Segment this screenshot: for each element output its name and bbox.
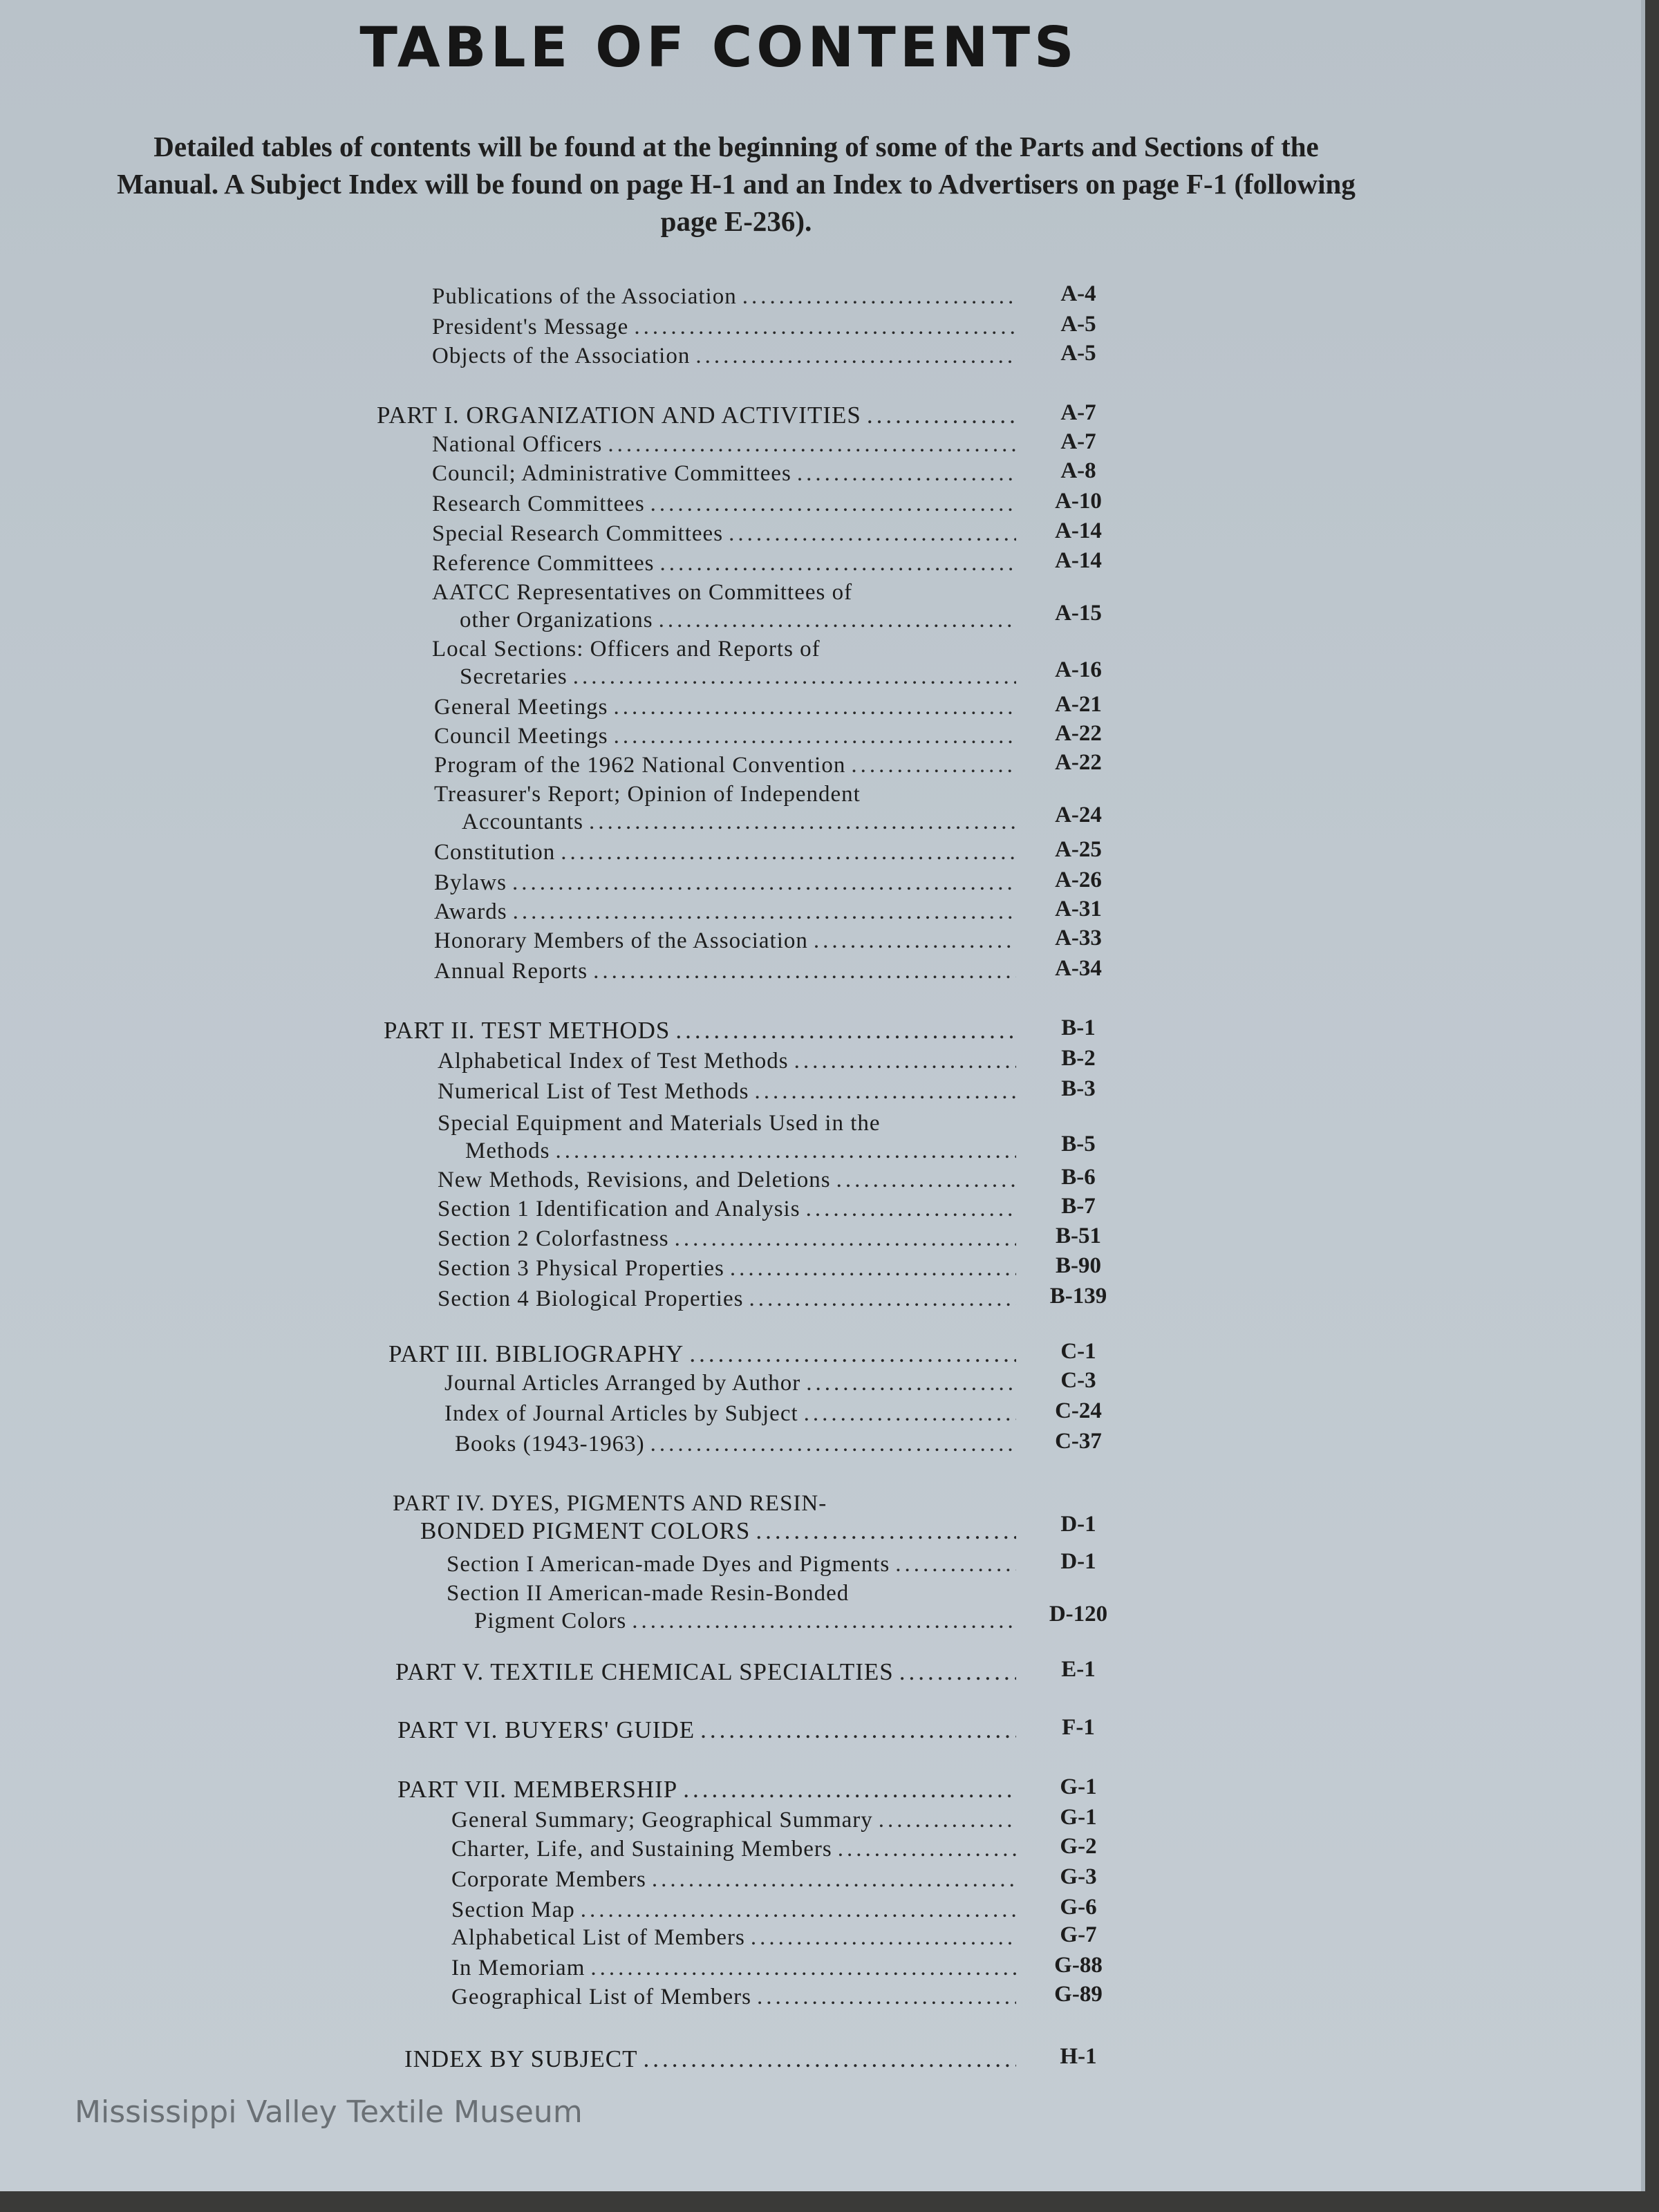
- toc-entry: [432, 282, 1016, 311]
- toc-entry: [447, 1550, 1016, 1579]
- toc-entry-label: Constitution: [434, 840, 556, 865]
- toc-page-number: C-3: [1060, 1368, 1096, 1393]
- toc-entry: [474, 1606, 1016, 1635]
- toc-page-number: G-1: [1060, 1774, 1097, 1799]
- toc-entry: [451, 1923, 1016, 1952]
- toc-entry: [432, 519, 1016, 548]
- toc-entry-label: PART I. ORGANIZATION AND ACTIVITIES: [377, 402, 861, 429]
- dot-leader: [695, 341, 1016, 371]
- dot-leader: [589, 807, 1016, 836]
- toc-entry: [434, 957, 1016, 986]
- toc-entry-label: National Officers: [432, 432, 603, 457]
- toc-page-number: A-31: [1055, 897, 1102, 921]
- dot-leader: [749, 1284, 1016, 1313]
- dot-leader: [650, 489, 1016, 518]
- toc-page-number: C-37: [1055, 1429, 1102, 1454]
- toc-page-number: E-1: [1061, 1657, 1096, 1682]
- toc-entry: [434, 751, 1016, 780]
- toc-entry-label: PART II. TEST METHODS: [384, 1017, 671, 1044]
- toc-entry-label: President's Message: [432, 315, 629, 339]
- dot-leader: [751, 1923, 1016, 1952]
- toc-entry-label: Section 1 Identification and Analysis: [438, 1197, 800, 1221]
- toc-entry-label: Section 4 Biological Properties: [438, 1286, 744, 1311]
- toc-entry: [451, 1953, 1016, 1983]
- toc-entry: [462, 807, 1016, 836]
- toc-entry-label: Bylaws: [434, 870, 507, 895]
- toc-entry-continuation: Accountants: [462, 809, 583, 834]
- toc-entry-label: General Summary; Geographical Summary: [451, 1808, 873, 1833]
- museum-watermark: Mississippi Valley Textile Museum: [75, 2094, 583, 2130]
- toc-entry-label: PART VI. BUYERS' GUIDE: [397, 1716, 695, 1743]
- dot-leader: [867, 401, 1016, 430]
- toc-page-number: B-3: [1061, 1076, 1096, 1101]
- toc-entry-label: Section Map: [451, 1897, 575, 1922]
- toc-entry: [384, 1016, 1016, 1045]
- dot-leader: [794, 1047, 1016, 1076]
- toc-page-number: B-51: [1056, 1224, 1101, 1248]
- toc-page-number: B-1: [1061, 1015, 1096, 1040]
- toc-entry: [465, 1136, 1016, 1165]
- dot-leader: [756, 1517, 1016, 1546]
- toc-page-number: A-14: [1055, 548, 1102, 573]
- dot-leader: [675, 1224, 1016, 1253]
- dot-leader: [851, 751, 1016, 780]
- dot-leader: [644, 2045, 1017, 2074]
- toc-entry: [377, 401, 1016, 430]
- toc-entry: [434, 897, 1016, 926]
- dot-leader: [590, 1953, 1016, 1983]
- toc-entry-continuation: Secretaries: [460, 664, 568, 689]
- toc-entry-label: Section 3 Physical Properties: [438, 1256, 724, 1281]
- toc-page-number: B-6: [1061, 1165, 1096, 1190]
- dot-leader: [730, 1254, 1016, 1283]
- toc-page-number: C-1: [1060, 1339, 1096, 1364]
- dot-leader: [614, 693, 1017, 722]
- dot-leader: [797, 459, 1016, 488]
- toc-page-number: A-22: [1055, 750, 1102, 775]
- toc-entry: [434, 926, 1016, 955]
- toc-entry-label: Program of the 1962 National Convention: [434, 753, 846, 778]
- dot-leader: [573, 662, 1016, 691]
- dot-leader: [634, 312, 1016, 341]
- toc-entry: [438, 1047, 1016, 1076]
- toc-page-number: G-88: [1054, 1953, 1103, 1978]
- toc-entry-label: INDEX BY SUBJECT: [404, 2045, 638, 2072]
- toc-entry: [434, 693, 1016, 722]
- dot-leader: [556, 1136, 1017, 1165]
- toc-entry-label: Charter, Life, and Sustaining Members: [451, 1837, 832, 1862]
- toc-entry: [395, 1658, 1016, 1687]
- toc-entry-continuation: other Organizations: [460, 608, 653, 632]
- dot-leader: [729, 519, 1016, 548]
- dot-leader: [659, 606, 1016, 635]
- toc-entry-label: Special Equipment and Materials Used in the: [438, 1111, 881, 1136]
- toc-entry-label: Books (1943-1963): [455, 1432, 645, 1456]
- toc-entry: [460, 606, 1016, 635]
- dot-leader: [689, 1340, 1016, 1369]
- dot-leader: [700, 1716, 1016, 1745]
- toc-page-number: A-5: [1060, 341, 1096, 366]
- toc-entry: [432, 312, 1016, 341]
- toc-entry-label: Section I American-made Dyes and Pigments: [447, 1552, 890, 1577]
- toc-entry-continuation: Methods: [465, 1138, 550, 1163]
- toc-entry-label: New Methods, Revisions, and Deletions: [438, 1168, 831, 1192]
- toc-entry: [432, 459, 1016, 488]
- toc-entry: [438, 1165, 1016, 1194]
- toc-page-number: A-4: [1060, 281, 1096, 306]
- dot-leader: [561, 838, 1016, 867]
- toc-page-number: A-21: [1055, 692, 1102, 717]
- toc-page-number: G-3: [1060, 1864, 1097, 1889]
- toc-page-number: A-5: [1060, 312, 1096, 337]
- toc-entry-label: General Meetings: [434, 695, 608, 720]
- toc-entry: [397, 1716, 1016, 1745]
- toc-entry: [434, 838, 1016, 867]
- toc-entry: [438, 1194, 1016, 1224]
- toc-page-number: A-26: [1055, 868, 1102, 892]
- toc-entry-label: PART V. TEXTILE CHEMICAL SPECIALTIES: [395, 1658, 894, 1685]
- dot-leader: [899, 1658, 1016, 1687]
- toc-entry: [451, 1806, 1016, 1835]
- toc-page-number: F-1: [1062, 1715, 1095, 1740]
- toc-entry: [434, 722, 1016, 751]
- dot-leader: [757, 1983, 1016, 2012]
- toc-entry-label: Annual Reports: [434, 959, 588, 984]
- toc-entry-label: AATCC Representatives on Committees of: [432, 580, 853, 605]
- toc-entry-continuation: BONDED PIGMENT COLORS: [420, 1517, 751, 1544]
- toc-page-number: A-8: [1060, 458, 1096, 483]
- dot-leader: [652, 1865, 1016, 1894]
- toc-entry-label: In Memoriam: [451, 1956, 585, 1980]
- dot-leader: [755, 1077, 1016, 1106]
- toc-entry-label: Corporate Members: [451, 1867, 646, 1892]
- toc-entry: [444, 1399, 1016, 1428]
- toc-entry: [420, 1517, 1016, 1546]
- toc-page-number: A-15: [1055, 601, 1102, 626]
- toc-page-number: B-7: [1061, 1194, 1096, 1219]
- toc-page-number: A-33: [1055, 926, 1102, 950]
- dot-leader: [632, 1606, 1016, 1635]
- dot-leader: [683, 1775, 1016, 1804]
- toc-page-number: H-1: [1060, 2044, 1097, 2069]
- toc-entry: [438, 1254, 1016, 1283]
- toc-page-number: D-120: [1049, 1602, 1108, 1627]
- toc-entry-label: Objects of the Association: [432, 344, 691, 368]
- toc-entry-label: Treasurer's Report; Opinion of Independent: [434, 782, 861, 807]
- dot-leader: [836, 1165, 1016, 1194]
- toc-entry: [434, 868, 1016, 897]
- toc-page-number: G-89: [1054, 1982, 1103, 2007]
- dot-leader: [804, 1399, 1016, 1428]
- page-title: TABLE OF CONTENTS: [359, 15, 1078, 79]
- toc-entry-label: PART IV. DYES, PIGMENTS AND RESIN-: [393, 1491, 827, 1516]
- toc-entry: [460, 662, 1016, 691]
- dot-leader: [593, 957, 1016, 986]
- toc-page-number: G-7: [1060, 1922, 1097, 1947]
- toc-page-number: A-10: [1055, 489, 1102, 514]
- dot-leader: [608, 430, 1016, 459]
- dot-leader: [675, 1016, 1016, 1045]
- toc-page-number: B-139: [1049, 1284, 1107, 1309]
- toc-entry-label: Alphabetical Index of Test Methods: [438, 1049, 789, 1074]
- toc-entry: [432, 341, 1016, 371]
- toc-entry: [438, 1077, 1016, 1106]
- dot-leader: [879, 1806, 1016, 1835]
- toc-page-number: A-16: [1055, 657, 1102, 682]
- dot-leader: [742, 282, 1016, 311]
- toc-entry: [451, 1895, 1016, 1924]
- intro-paragraph: Detailed tables of contents will be found at the beginning of some of the Parts and Sections of the Manual. A Subject Index will be found on page H-1 and an Index to Advertisers on page F-1 (following page E-236).: [117, 131, 1356, 237]
- toc-entry: [444, 1369, 1016, 1398]
- toc-page-number: A-7: [1060, 429, 1096, 454]
- toc-entry-label: Council; Administrative Committees: [432, 461, 791, 486]
- toc-entry-label: Section II American-made Resin-Bonded: [447, 1581, 850, 1606]
- toc-page-number: B-2: [1061, 1046, 1096, 1071]
- toc-page-number: A-24: [1055, 803, 1102, 827]
- toc-entry-label: Journal Articles Arranged by Author: [444, 1371, 801, 1396]
- toc-entry-label: Honorary Members of the Association: [434, 928, 808, 953]
- toc-entry-label: Reference Committees: [432, 551, 655, 576]
- toc-entry: [451, 1835, 1016, 1864]
- toc-entry: [438, 1224, 1016, 1253]
- toc-page-number: B-5: [1061, 1132, 1096, 1156]
- toc-entry-label: Index of Journal Articles by Subject: [444, 1401, 798, 1426]
- toc-entry-label: Special Research Committees: [432, 521, 724, 546]
- toc-entry: [404, 2045, 1016, 2074]
- toc-entry: [438, 1284, 1016, 1313]
- toc-page-number: G-1: [1060, 1805, 1097, 1830]
- toc-entry-label: Council Meetings: [434, 724, 608, 749]
- toc-entry-label: Geographical List of Members: [451, 1985, 751, 2009]
- toc-entry: [432, 430, 1016, 459]
- toc-entry: [388, 1340, 1016, 1369]
- toc-entry: [451, 1865, 1016, 1894]
- dot-leader: [512, 868, 1016, 897]
- dot-leader: [806, 1194, 1016, 1224]
- dot-leader: [806, 1369, 1016, 1398]
- toc-entry-label: Awards: [434, 899, 507, 924]
- toc-entry: [432, 489, 1016, 518]
- toc-page-number: A-25: [1055, 837, 1102, 862]
- toc-page-number: B-90: [1056, 1253, 1101, 1278]
- toc-page-number: A-7: [1060, 400, 1096, 425]
- dot-leader: [614, 722, 1016, 751]
- dot-leader: [895, 1550, 1016, 1579]
- toc-entry-label: PART III. BIBLIOGRAPHY: [388, 1340, 684, 1367]
- toc-entry-label: Research Committees: [432, 491, 645, 516]
- toc-entry: [432, 549, 1016, 578]
- toc-entry-label: Alphabetical List of Members: [451, 1925, 745, 1950]
- background-edge: [0, 2191, 1659, 2212]
- toc-page-number: A-34: [1055, 956, 1102, 981]
- toc-entry-label: Local Sections: Officers and Reports of: [432, 637, 821, 662]
- toc-page-number: A-14: [1055, 518, 1102, 543]
- toc-entry-label: Section 2 Colorfastness: [438, 1226, 669, 1251]
- dot-leader: [659, 549, 1016, 578]
- dot-leader: [814, 926, 1016, 955]
- dot-leader: [650, 1430, 1016, 1459]
- table-of-contents: [0, 282, 1645, 2079]
- toc-page-number: A-22: [1055, 721, 1102, 746]
- toc-page-number: C-24: [1055, 1398, 1102, 1423]
- toc-page-number: D-1: [1060, 1549, 1096, 1574]
- toc-entry-label: Numerical List of Test Methods: [438, 1079, 749, 1104]
- dot-leader: [581, 1895, 1016, 1924]
- toc-entry: [451, 1983, 1016, 2012]
- toc-entry: [455, 1430, 1016, 1459]
- dot-leader: [838, 1835, 1016, 1864]
- toc-page-number: G-6: [1060, 1895, 1097, 1920]
- toc-page-number: G-2: [1060, 1834, 1097, 1859]
- toc-entry: [397, 1775, 1016, 1804]
- toc-entry-label: Publications of the Association: [432, 284, 737, 309]
- dot-leader: [513, 897, 1016, 926]
- toc-entry-label: PART VII. MEMBERSHIP: [397, 1776, 678, 1803]
- toc-entry-continuation: Pigment Colors: [474, 1609, 627, 1633]
- toc-page-number: D-1: [1060, 1512, 1096, 1537]
